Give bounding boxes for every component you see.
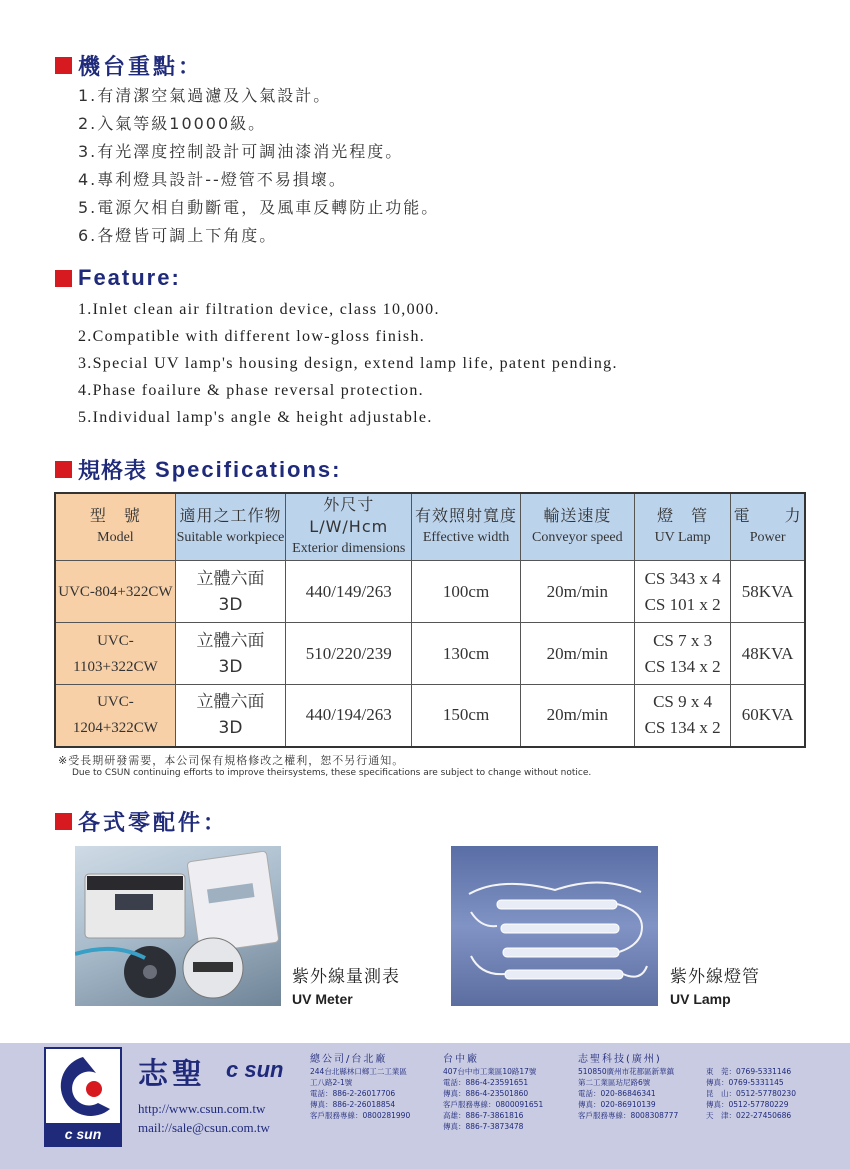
features-en-list (78, 296, 618, 431)
office-taipei: 總公司/台北廠 244台北縣林口鄉工二工業區 工八路2-1號 電話：886-2-26017706 傳真：886-2-26018854 客戶服務專線：0800281990 (310, 1054, 411, 1120)
features-zh-heading (55, 50, 203, 81)
header-power: 電 力 Power (731, 493, 805, 561)
list-item: 2.Compatible with different low-gloss finish. (78, 328, 426, 345)
spec-note-en: Due to CSUN continuing efforts to improve theirsystems, these specifications are subject to change without notice. (72, 768, 592, 778)
uv-meter-illustration (75, 846, 281, 1006)
specs-title-zh: 規格表 (78, 459, 148, 484)
dimensions-cell: 510/220/239 (286, 623, 412, 685)
header-model: 型 號 Model (55, 493, 175, 561)
features-en-title: Feature: (78, 265, 181, 290)
lamp-cell: CS 9 x 4 CS 134 x 2 (635, 685, 731, 747)
speed-cell: 20m/min (520, 685, 634, 747)
header-workpiece: 適用之工作物 Suitable workpiece (175, 493, 285, 561)
list-item: 1.有清潔空氣過濾及入氣設計。 (78, 86, 332, 105)
power-cell: 58KVA (731, 561, 805, 623)
red-square-icon (55, 813, 72, 830)
features-zh-list (78, 82, 439, 250)
list-item: 4.Phase foailure & phase reversal protection. (78, 382, 424, 399)
website-link[interactable]: http://www.csun.com.tw (138, 1101, 266, 1116)
model-cell: UVC-1204+322CW (55, 685, 175, 747)
specs-heading (55, 454, 342, 485)
header-width: 有效照射寬度 Effective width (412, 493, 520, 561)
table-row (55, 623, 805, 685)
brand-name-en: c sun (226, 1057, 284, 1082)
features-en-heading (55, 265, 181, 291)
list-item: 5.Individual lamp's angle & height adjustable. (78, 409, 433, 426)
lamp-cell: CS 7 x 3 CS 134 x 2 (635, 623, 731, 685)
uv-meter-caption-en: UV Meter (292, 991, 353, 1007)
spec-table (54, 492, 806, 748)
dimensions-cell: 440/149/263 (286, 561, 412, 623)
logo-text: c sun (64, 1126, 102, 1142)
table-header-row (55, 493, 805, 561)
model-cell: UVC-1103+322CW (55, 623, 175, 685)
power-cell: 48KVA (731, 623, 805, 685)
dimensions-cell: 440/194/263 (286, 685, 412, 747)
office-branches: 東 莞：0769-5331146 傳真：0769-5331145 昆 山：0512-57780230 傳真：0512-57780229 天 津：022-27450686 (706, 1067, 796, 1120)
accessories-title: 各式零配件： (78, 811, 229, 836)
list-item: 5.電源欠相自動斷電，及風車反轉防止功能。 (78, 198, 440, 217)
office-taichung: 台中廠 407台中市工業區10路17號 電話：886-4-23591651 傳真：886-4-23501860 客戶服務專線：0800091651 高雄：886-7-3861816 傳真：886-7-3873478 (443, 1054, 544, 1131)
lamp-cell: CS 343 x 4 CS 101 x 2 (635, 561, 731, 623)
header-lamp: 燈 管 UV Lamp (635, 493, 731, 561)
office-guangzhou: 志聖科技(廣州) 510850廣州市花都區新華鎮 第二工業區玷尼路6號 電話：020-86846341 傳真：020-86910139 客戶服務專線：8008308777 (578, 1054, 679, 1120)
accessories-heading (55, 806, 228, 837)
model-cell: UVC-804+322CW (55, 561, 175, 623)
header-speed: 輸送速度 Conveyor speed (520, 493, 634, 561)
specs-title-en: Specifications: (155, 456, 342, 482)
csun-logo (44, 1047, 122, 1147)
table-row (55, 561, 805, 623)
footer (0, 1043, 850, 1169)
red-square-icon (55, 57, 72, 74)
uv-lamp-illustration (451, 846, 658, 1006)
width-cell: 130cm (412, 623, 520, 685)
uv-meter-caption-zh: 紫外線量測表 (292, 967, 400, 987)
list-item: 6.各燈皆可調上下角度。 (78, 226, 278, 245)
speed-cell: 20m/min (520, 623, 634, 685)
red-square-icon (55, 270, 72, 287)
red-square-icon (55, 461, 72, 478)
workpiece-cell: 立體六面 3D (175, 623, 285, 685)
uv-lamp-caption-zh: 紫外線燈管 (670, 967, 760, 987)
list-item: 3.Special UV lamp's housing design, extend lamp life, patent pending. (78, 355, 618, 372)
list-item: 4.專利燈具設計--燈管不易損壞。 (78, 170, 347, 189)
uv-lamp-caption-en: UV Lamp (670, 991, 731, 1007)
brand-name-zh: 志聖 (138, 1057, 206, 1092)
uv-meter-photo (75, 846, 281, 1006)
width-cell: 150cm (412, 685, 520, 747)
power-cell: 60KVA (731, 685, 805, 747)
uv-lamp-photo (451, 846, 658, 1006)
list-item: 2.入氣等級10000級。 (78, 114, 267, 133)
email-link[interactable]: mail://sale@csun.com.tw (138, 1120, 270, 1135)
header-dimensions: 外尺寸L/W/Hcm Exterior dimensions (286, 493, 412, 561)
table-row (55, 685, 805, 747)
list-item: 1.Inlet clean air filtration device, class 10,000. (78, 301, 440, 318)
workpiece-cell: 立體六面 3D (175, 561, 285, 623)
features-zh-title: 機台重點： (78, 55, 204, 80)
spec-note-zh: ※受長期研發需要，本公司保有規格修改之權利，恕不另行通知。 (58, 754, 405, 767)
workpiece-cell: 立體六面 3D (175, 685, 285, 747)
speed-cell: 20m/min (520, 561, 634, 623)
list-item: 3.有光澤度控制設計可調油漆消光程度。 (78, 142, 404, 161)
width-cell: 100cm (412, 561, 520, 623)
